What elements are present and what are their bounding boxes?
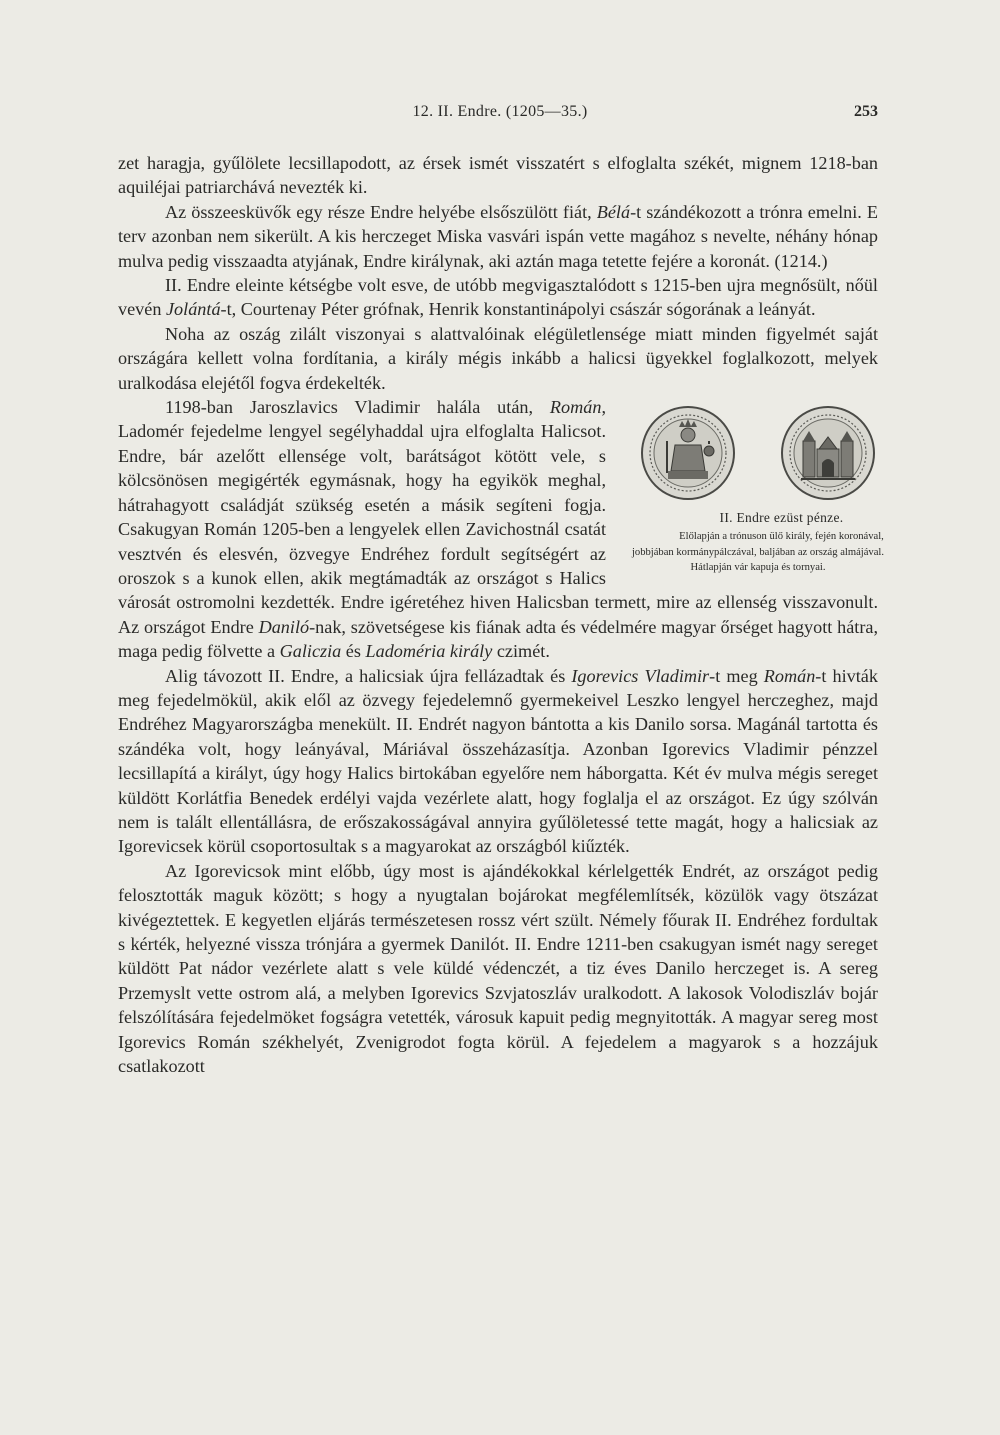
italic-name: Daniló [258, 616, 310, 637]
coin-reverse-icon [782, 407, 874, 499]
text-run: , Ladomér fejedelme lengyel segélyhaddal ujra elfoglalta Halicsot. Endre, bár azelőtt ellensége volt, barátságot kötött vele, s kölcsönösen megigérték egymásnak, hogy ha egyikök meghal, hátrahagyott családját szükség esetén a másik segíteni fogja. Csakugyan Román 1205-ben a lengyelek ellen Zavichostnál csatát vesztvén és elesvén, özvegye Endréhez fordult segítségért az oroszok s a kunok ellen, akik megtámadták az országot s Halics városát ostromolni kezdették. Endre igéretéhez hiven Halicsban termett, mire az ellenség visszavonult. Az országot Endre [118, 397, 878, 637]
coin-figure [620, 401, 896, 576]
paragraph-3 [118, 273, 878, 322]
paragraph-6 [118, 664, 878, 859]
italic-name: Bélá [596, 201, 631, 222]
figure-description: Előlapján a trónuson ülő király, fején koronával, jobbjában kormánypálczával, baljában az ország almájával. Hátlapján vár kapuja és tornyai. [631, 531, 885, 574]
figure-caption: II. Endre ezüst pénze. [719, 510, 844, 526]
text-run: czimét. [492, 641, 550, 662]
italic-name: Galiczia [279, 641, 342, 662]
paragraph-1 [118, 151, 878, 200]
text-run: Noha az oszág zilált viszonyai s alattvalóinak elégületlensége miatt minden figyelmét saját országára kellett volna fordítania, a király mégis inkább a halicsi ügyekkel foglalkozott, melyek uralkodása elejétől fogva érdekelték. [118, 323, 878, 393]
body-text [118, 151, 885, 1078]
text-run: II. Endre eleinte kétségbe volt esve, de utóbb megvigasztalódott s 1215-ben ujra megnősült, nőül vevén [118, 275, 878, 320]
coin-illustration [623, 401, 893, 505]
text-run: és [341, 641, 366, 662]
text-run: -t szándékozott a trónra emelni. E terv azonban nem sikerült. A kis herczeget Miska vasvári ispán vette magához s nevelte, néhány hónap mulva pedig visszaadta atyjának, Endre királynak, aki aztán maga tetette fejére a koronát. (1214.) [118, 201, 878, 271]
text-run: zet haragja, gyűlölete lecsillapodott, az érsek ismét visszatért s elfoglalta székét, mignem 1218-ban aquiléjai patriarchává nevezték ki. [118, 153, 878, 198]
paragraph-5 [118, 395, 885, 663]
italic-name: Román [763, 665, 816, 686]
page-header [0, 103, 1000, 127]
text-run: -t hivták meg fejedelmökül, akik elől az özvegy fejedelemnő gyermekeivel Leszko lengyel herczeghez, majd Endréhez Magyarországba menekült. II. Endrét nagyon bántotta a kis Danilo sorsa. Magánál tartotta és szándéka volt, hogy leányával, Máriával összeházasítja. Azonban Igorevics Vladimir pénzzel lecsillapítá a királyt, úgy hogy Halics birtokában egyelőre nem háborgatta. Két év mulva mégis sereget küldött Korlátfia Benedek erdélyi vajda vezérlete alatt, hogy foglalja el az országot. Ez úgy szólván nem is talált ellentállásra, de erőszakosságával annyira gyűlöletessé tette magát, hogy a halicsiak az Igorevicsek körül csoportosultak s a magyarokat az országból kiűzték. [118, 665, 878, 857]
text-run: -nak, szövetségese kis fiának adta és védelmére magyar őrséget hagyott hátra, maga pedig fölvette a [118, 616, 878, 662]
italic-name: Jolántá [165, 299, 221, 320]
paragraph-2 [118, 200, 878, 273]
running-head: 12. II. Endre. (1205—35.) [412, 103, 588, 120]
italic-name: Igorevics Vladimir [571, 665, 710, 686]
page-number: 253 [854, 103, 878, 120]
coin-obverse-icon [642, 407, 734, 499]
text-run: -t meg [709, 665, 764, 686]
text-run: -t, Courtenay Péter grófnak, Henrik konstantinápolyi császár sógorának a leányát. [220, 299, 816, 320]
italic-name: Ladoméria király [365, 641, 493, 662]
text-run: Alig távozott II. Endre, a halicsiak újra fellázadtak és [165, 665, 572, 686]
italic-name: Román [549, 397, 602, 418]
text-run: Az Igorevicsok mint előbb, úgy most is ajándékokkal kérlelgették Endrét, az országot pedig felosztották maguk között; s hogy a nyugtalan bojárokat megfélemlítsék, közülök vagy ötszázat kivégeztettek. E kegyetlen eljárás természetesen rossz vért szült. Némely főurak II. Endréhez fordultak s kérték, helyezné vissza trónjára a gyermek Danilót. II. Endre 1211-ben csakugyan ismét nagy sereget küldött Pat nádor vezérlete alatt s vele küldé védenczét, a tiz éves Danilo herczeget is. A sereg Przemyslt vette ostrom alá, a melyben Igorevics Szvjatoszláv uralkodott. A lakosok Volodiszláv bojár felszólítására fejedelmöket fogságra vetették, városuk kapuit pedig megnyitották. A magyar sereg most Igorevics Román székhelyét, Zvenigrodot fogta körül. A fejedelem a magyarok s a hozzájuk csatlakozott [118, 860, 878, 1077]
text-run: Az összeesküvők egy része Endre helyébe elsőszülött fiát, [165, 201, 597, 222]
text-run: 1198-ban Jaroszlavics Vladimir halála után, [165, 397, 550, 418]
paragraph-7 [118, 859, 878, 1079]
paragraph-4 [118, 322, 878, 395]
